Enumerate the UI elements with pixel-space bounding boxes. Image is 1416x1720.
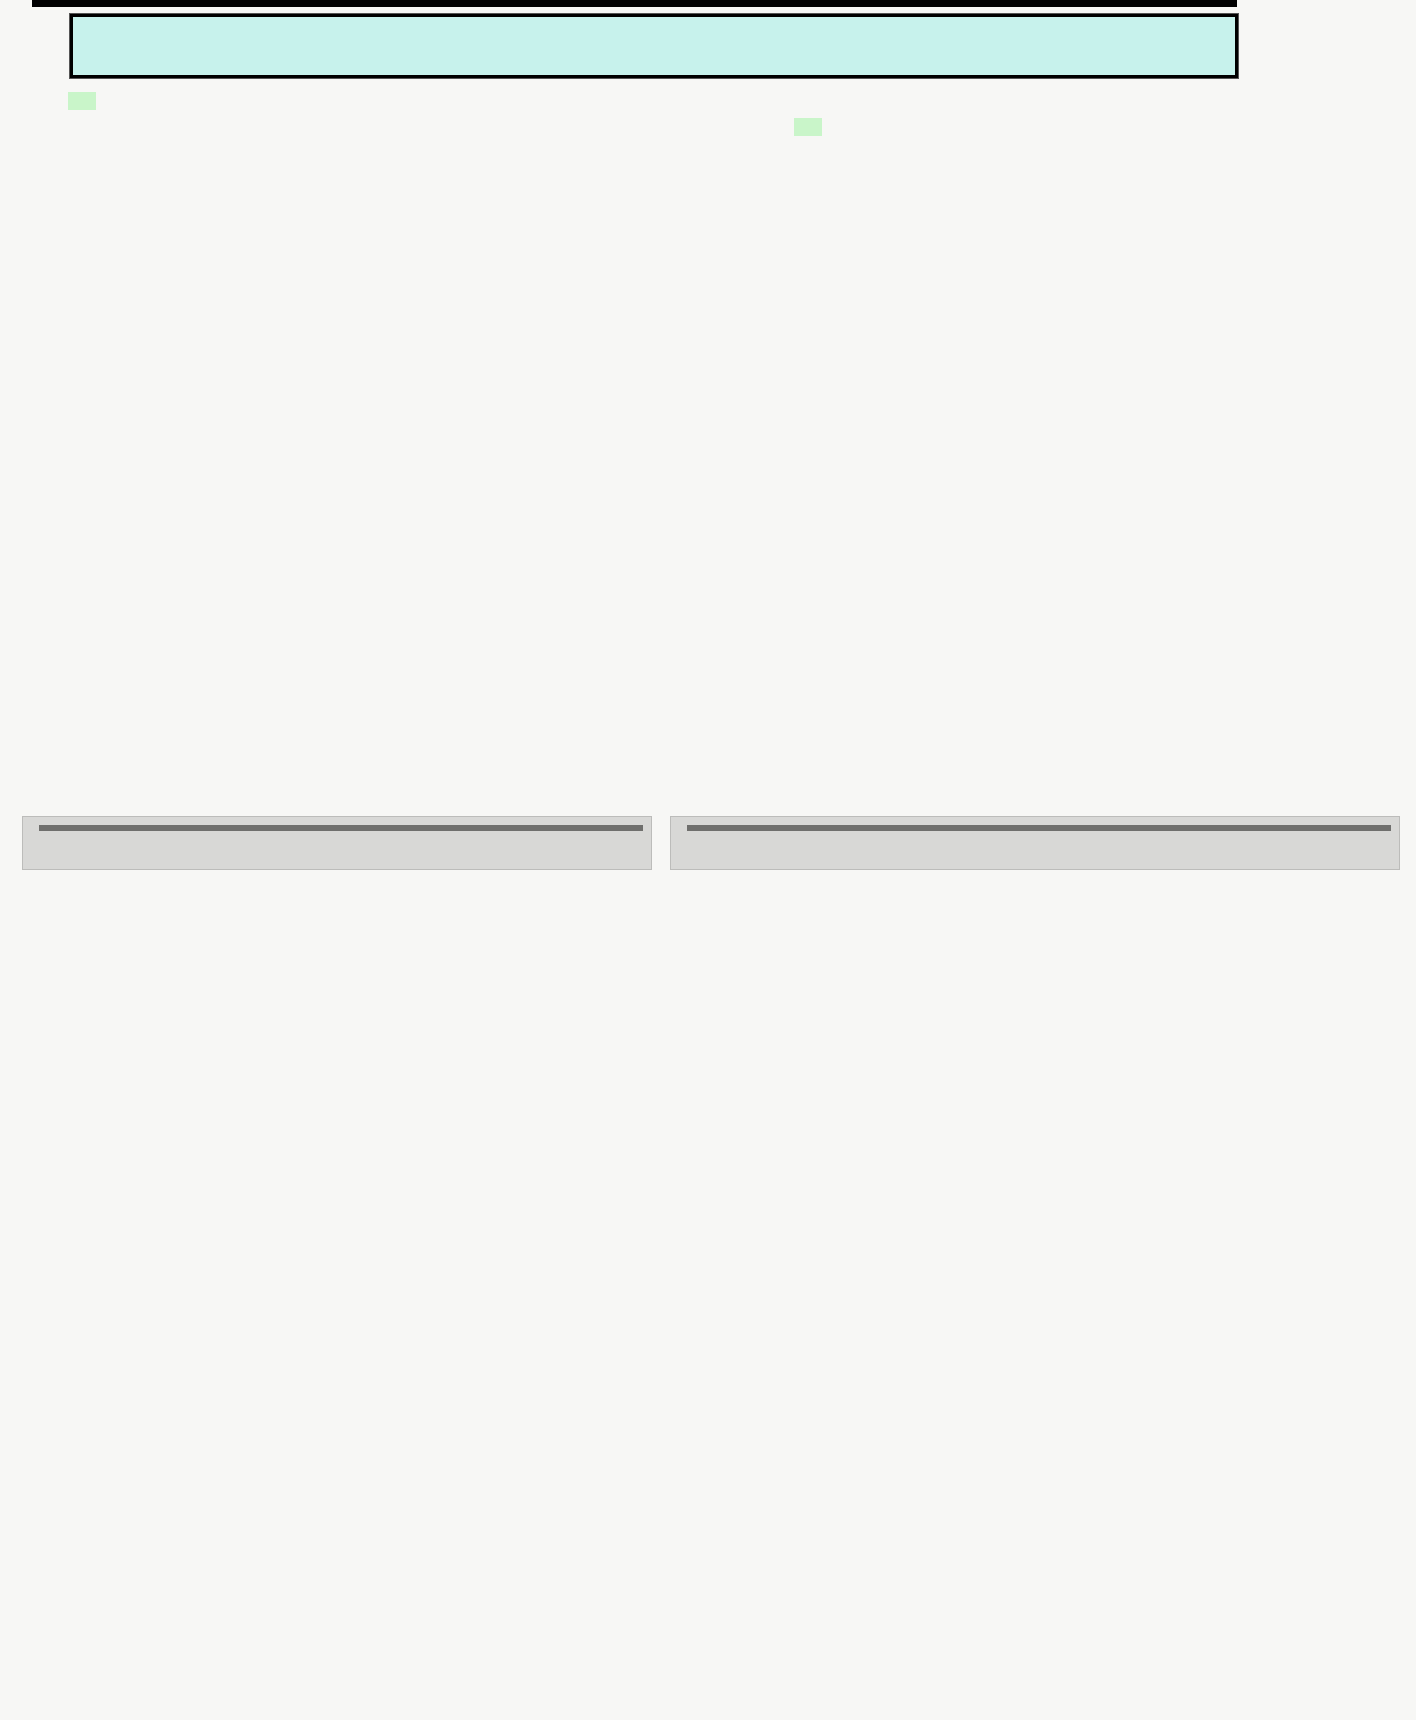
single-photo-row bbox=[58, 92, 350, 110]
middle-column bbox=[364, 92, 664, 156]
single-column bbox=[58, 92, 350, 156]
bottom-section bbox=[22, 816, 1400, 870]
issa-panel-54000 bbox=[670, 816, 1400, 870]
double-series-note bbox=[780, 142, 792, 144]
title-banner bbox=[70, 14, 1238, 78]
top-black-strip bbox=[32, 0, 1237, 7]
double-photo-row bbox=[678, 92, 1388, 136]
diagram-strip-53000 bbox=[33, 835, 641, 837]
diagram-strip-54000 bbox=[681, 835, 1389, 837]
issa-header-left bbox=[31, 825, 643, 831]
top-section bbox=[58, 92, 1388, 156]
double-column bbox=[678, 92, 1388, 156]
double-note-row bbox=[678, 136, 1388, 152]
issa-panel-53000 bbox=[22, 816, 652, 870]
double-type-label bbox=[794, 118, 822, 136]
issa-rule bbox=[687, 825, 1391, 831]
issa-header-right bbox=[679, 825, 1391, 831]
single-type-label bbox=[68, 92, 96, 110]
issa-rule bbox=[39, 825, 643, 831]
